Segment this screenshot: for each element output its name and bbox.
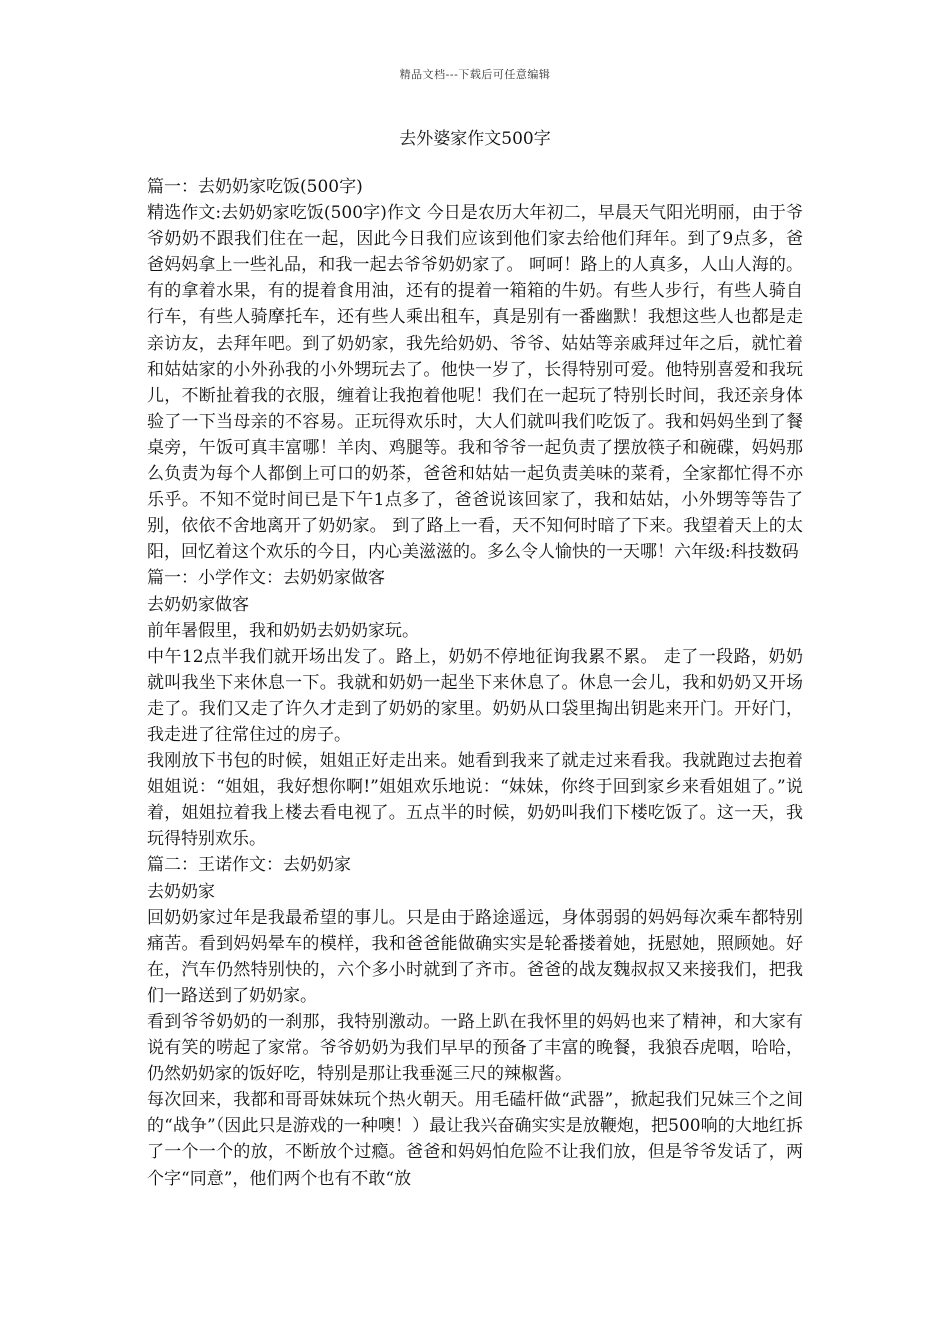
paragraph: 每次回来，我都和哥哥妹妹玩个热火朝天。用毛磕杆做“武器”，掀起我们兄妹三个之间的“战争”（因此只是游戏的一种噢！）最让我兴奋确实实是放鞭炮，把500响的大地红拆了一个一个的放，不断放个过瘾。爸爸和妈妈怕危险不让我们放，但是爷爷发话了，两个字“同意”，他们两个也有不敢“放: [147, 1090, 803, 1189]
document-title: 去外婆家作文500字: [399, 129, 551, 149]
paragraph: 前年暑假里，我和奶奶去奶奶家玩。: [147, 620, 419, 641]
paragraph: 看到爷爷奶奶的一刹那，我特别激动。一路上趴在我怀里的妈妈也来了精神，和大家有说有笑的唠起了家常。爷爷奶奶为我们早早的预备了丰富的晚餐，我狼吞虎咽，哈哈，仍然奶奶家的饭好吃，特别是那让我垂涎三尺的辣椒酱。: [147, 1012, 803, 1085]
header-note: 精品文档---下载后可任意编辑: [399, 68, 551, 81]
document-body: [147, 174, 803, 1192]
paragraph: 我刚放下书包的时候，姐姐正好走出来。她看到我来了就走过来看我。我就跑过去抱着姐姐说：“姐姐，我好想你啊!”姐姐欢乐地说：“妹妹，你终于回到家乡来看姐姐了。”说着，姐姐拉着我上楼去看电视了。五点半的时候，奶奶叫我们下楼吃饭了。这一天，我玩得特别欢乐。: [147, 751, 803, 850]
subtitle: 去奶奶家做客: [147, 594, 249, 615]
paragraph: 回奶奶家过年是我最希望的事儿。只是由于路途遥远，身体弱弱的妈妈每次乘车都特别痛苦。看到妈妈晕车的模样，我和爸爸能做确实实是轮番搂着她，抚慰她，照顾她。好在，汽车仍然特别快的，六个多小时就到了齐市。爸爸的战友魏叔叔又来接我们，把我们一路送到了奶奶家。: [147, 907, 803, 1006]
paragraph: 精选作文:去奶奶家吃饭(500字)作文 今日是农历大年初二，早晨天气阳光明丽，由于爷爷奶奶不跟我们住在一起，因此今日我们应该到他们家去给他们拜年。到了9点多，爸爸妈妈拿上一些礼品，和我一起去爷爷奶奶家了。 呵呵！路上的人真多，人山人海的。有的拿着水果，有的提着食用油，还有的提着一箱箱的牛奶。有些人步行，有些人骑自行车，有些人骑摩托车，还有些人乘出租车，真是别有一番幽默！我想这些人也都是走亲访友，去拜年吧。到了奶奶家，我先给奶奶、爷爷、姑姑等亲戚拜过年之后，就忙着和姑姑家的小外孙我的小外甥玩去了。他快一岁了，长得特别可爱。他特别喜爱和我玩儿，不断扯着我的衣服，缠着让我抱着他呢！我们在一起玩了特别长时间，我还亲身体验了一下当母亲的不容易。正玩得欢乐时，大人们就叫我们吃饭了。我和妈妈坐到了餐桌旁，午饭可真丰富哪！羊肉、鸡腿等。我和爷爷一起负责了摆放筷子和碗碟，妈妈那么负责为每个人都倒上可口的奶茶，爸爸和姑姑一起负责美味的菜肴，全家都忙得不亦乐乎。不知不觉时间已是下午1点多了，爸爸说该回家了，我和姑姑，小外甥等等告了别，依依不舍地离开了奶奶家。 到了路上一看，天不知何时暗了下来。我望着天上的太阳，回忆着这个欢乐的今日，内心美滋滋的。多么令人愉快的一天哪！六年级:科技数码: [147, 203, 803, 563]
section-heading-2: 篇一：小学作文：去奶奶家做客: [147, 568, 385, 589]
section-heading-1: 篇一：去奶奶家吃饭(500字): [147, 177, 363, 197]
paragraph: 中午12点半我们就开场出发了。路上，奶奶不停地征询我累不累。 走了一段路，奶奶就叫我坐下来休息一下。我就和奶奶一起坐下来休息了。休息一会儿，我和奶奶又开场走了。我们又走了许久才走到了奶奶的家里。奶奶从口袋里掏出钥匙来开门。开好门，我走进了往常住过的房子。: [147, 646, 803, 745]
section-heading-3: 篇二：王诺作文：去奶奶家: [147, 855, 351, 876]
subtitle: 去奶奶家: [147, 881, 215, 902]
